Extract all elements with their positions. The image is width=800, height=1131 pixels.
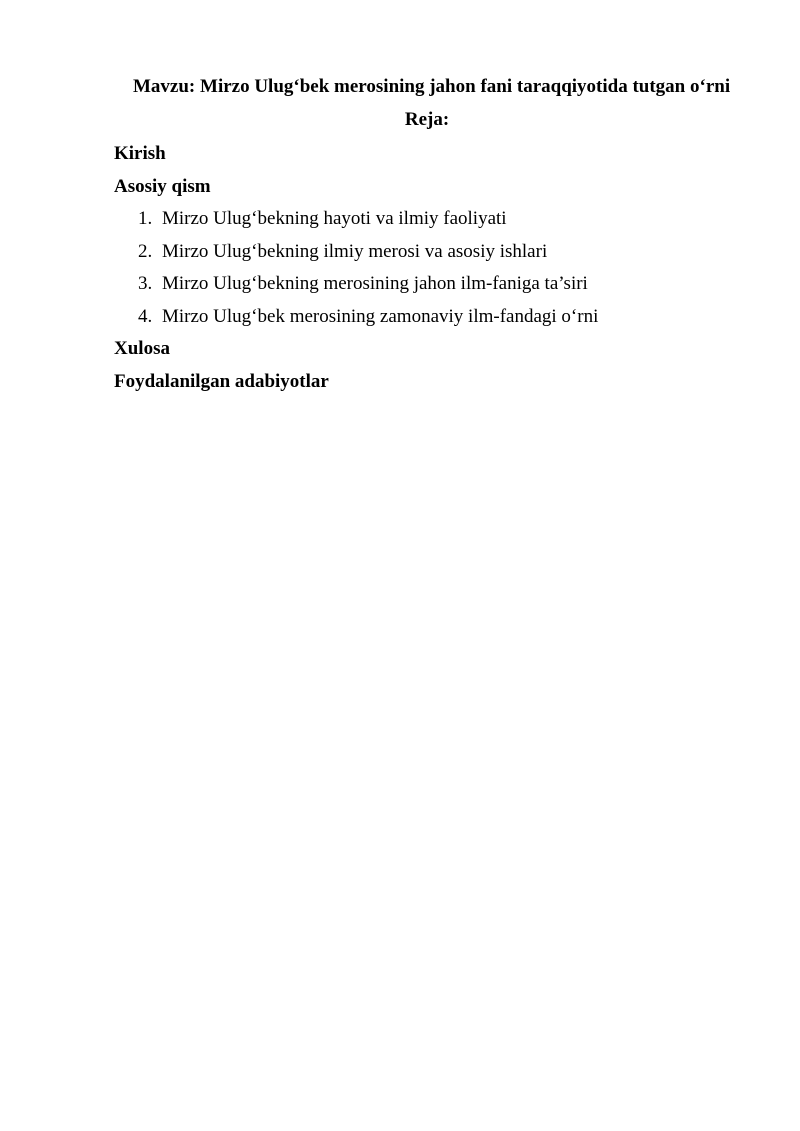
- list-item-number: 2.: [138, 241, 153, 262]
- list-item: [138, 206, 507, 232]
- list-item-number: 4.: [138, 306, 153, 327]
- list-item-text: Mirzo Ulug‘bek merosining zamonaviy ilm-fandagi o‘rni: [162, 306, 599, 327]
- references-heading: Foydalanilgan adabiyotlar: [114, 371, 329, 392]
- list-item: [138, 239, 547, 265]
- list-item-text: Mirzo Ulug‘bekning merosining jahon ilm-faniga ta’siri: [162, 273, 588, 294]
- document-title: Mavzu: Mirzo Ulug‘bek merosining jahon fani taraqqiyotida tutgan o‘rni: [133, 76, 731, 97]
- list-item-number: 3.: [138, 273, 153, 294]
- intro-heading: Kirish: [114, 143, 166, 164]
- list-item: [138, 304, 598, 330]
- list-item-number: 1.: [138, 208, 153, 229]
- list-item-text: Mirzo Ulug‘bekning ilmiy merosi va asosiy ishlari: [162, 241, 548, 262]
- plan-heading: Reja:: [404, 109, 450, 130]
- list-item: [138, 271, 588, 297]
- main-part-heading: Asosiy qism: [114, 176, 211, 197]
- list-item-text: Mirzo Ulug‘bekning hayoti va ilmiy faoliyati: [162, 208, 507, 229]
- conclusion-heading: Xulosa: [114, 338, 170, 359]
